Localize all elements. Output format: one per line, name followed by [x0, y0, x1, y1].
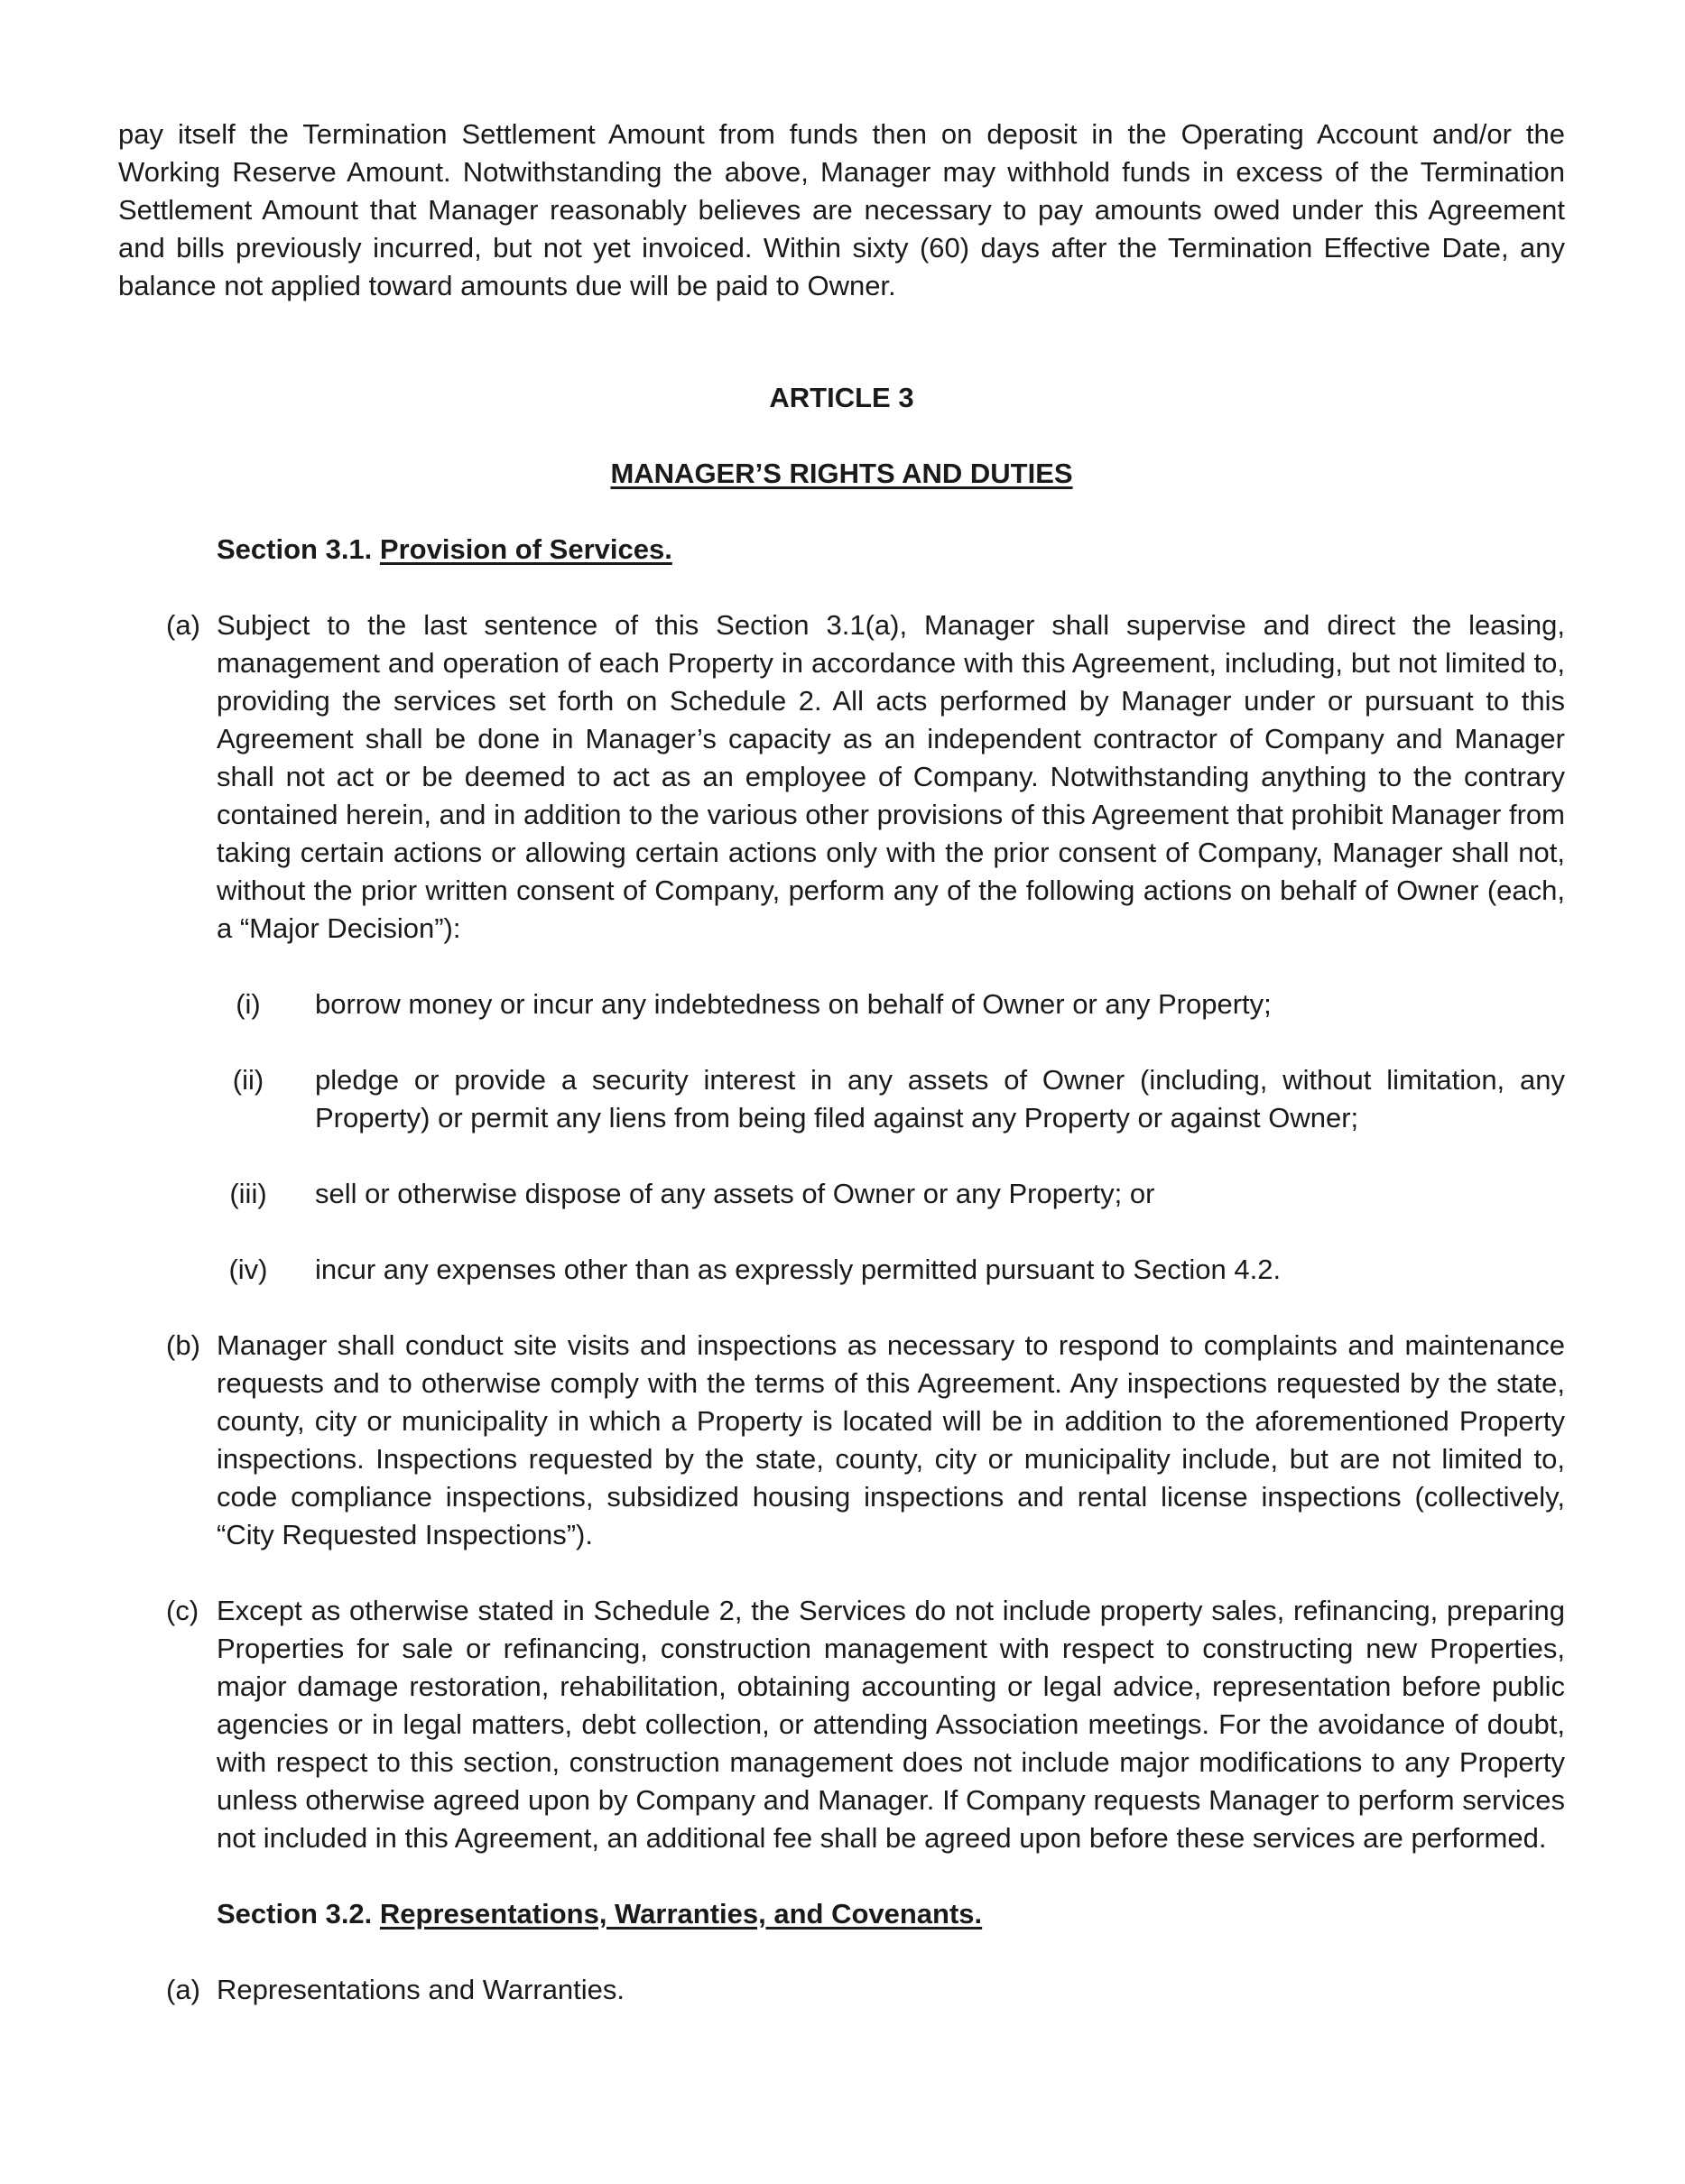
intro-paragraph: pay itself the Termination Settlement Amount from funds then on deposit in the Operating Account and/or the Working Reserve Amount. Notwithstanding the above, Manager may withhold funds in excess of the Termination Settlement Amount that Manager reasonably believes are necessary to pay amounts owed under this Agreement and bills previously incurred, but not yet invoiced. Within sixty (60) days after the Termination Effective Date, any balance not applied toward amounts due will be paid to Owner. [118, 118, 1565, 301]
section-3-1-a [118, 606, 1565, 948]
section-3-1-heading [118, 531, 1565, 569]
major-decision-item-i [118, 986, 1565, 1023]
roman-label: (iii) [229, 1178, 267, 1209]
section-3-2-title: Representations, Warranties, and Covenants. [379, 1898, 983, 1930]
item-label: (b) [166, 1329, 200, 1361]
section-3-1-number: Section 3.1. [217, 533, 373, 565]
roman-label: (iv) [228, 1254, 268, 1285]
article-number: ARTICLE 3 [769, 382, 914, 413]
roman-text: pledge or provide a security interest in any assets of Owner (including, without limitation, any Property) or permit any liens from being filed against any Property or against Owner; [315, 1064, 1565, 1134]
roman-label: (ii) [232, 1064, 264, 1096]
major-decision-item-ii [118, 1061, 1565, 1137]
roman-label: (i) [236, 988, 261, 1020]
section-3-1-title: Provision of Services. [379, 533, 672, 565]
section-3-2-heading [118, 1895, 1565, 1933]
item-text: Subject to the last sentence of this Section 3.1(a), Manager shall supervise and direct the leasing, management and operation of each Property in accordance with this Agreement, including, but not limited to, providing the services set forth on Schedule 2. All acts performed by Manager under or pursuant to this Agreement shall be done in Manager’s capacity as an independent contractor of Company and Manager shall not act or be deemed to act as an employee of Company. Notwithstanding anything to the contrary contained herein, and in addition to the various other provisions of this Agreement that prohibit Manager from taking certain actions or allowing certain actions only with the prior consent of Company, Manager shall not, without the prior written consent of Company, perform any of the following actions on behalf of Owner (each, a “Major Decision”): [217, 609, 1565, 944]
article-title: MANAGER’S RIGHTS AND DUTIES [610, 458, 1073, 489]
major-decision-item-iv [118, 1251, 1565, 1289]
roman-text: sell or otherwise dispose of any assets of Owner or any Property; or [315, 1178, 1155, 1209]
document-page [118, 116, 1565, 2009]
item-text: Manager shall conduct site visits and inspections as necessary to respond to complaints and maintenance requests and to otherwise comply with the terms of this Agreement. Any inspections requested by the state, county, city or municipality in which a Property is located will be in addition to the aforementioned Property inspections. Inspections requested by the state, county, city or municipality include, but are not limited to, code compliance inspections, subsidized housing inspections and rental license inspections (collectively, “City Requested Inspections”). [217, 1329, 1565, 1550]
section-3-1-c [118, 1592, 1565, 1857]
item-label: (a) [166, 609, 200, 641]
major-decision-item-iii [118, 1175, 1565, 1213]
item-label: (a) [166, 1974, 200, 2005]
roman-text: borrow money or incur any indebtedness on behalf of Owner or any Property; [315, 988, 1272, 1020]
roman-text: incur any expenses other than as expressly permitted pursuant to Section 4.2. [315, 1254, 1282, 1285]
item-text: Representations and Warranties. [217, 1974, 625, 2005]
item-text: Except as otherwise stated in Schedule 2, the Services do not include property sales, refinancing, preparing Properties for sale or refinancing, construction management with respect to constructing new Properties, major damage restoration, rehabilitation, obtaining accounting or legal advice, representation before public agencies or in legal matters, debt collection, or attending Association meetings. For the avoidance of doubt, with respect to this section, construction management does not include major modifications to any Property unless otherwise agreed upon by Company and Manager. If Company requests Manager to perform services not included in this Agreement, an additional fee shall be agreed upon before these services are performed. [217, 1595, 1565, 1854]
section-3-2-number: Section 3.2. [217, 1898, 373, 1930]
item-label: (c) [166, 1595, 199, 1626]
section-3-1-b [118, 1327, 1565, 1554]
section-3-2-a [118, 1971, 1565, 2009]
